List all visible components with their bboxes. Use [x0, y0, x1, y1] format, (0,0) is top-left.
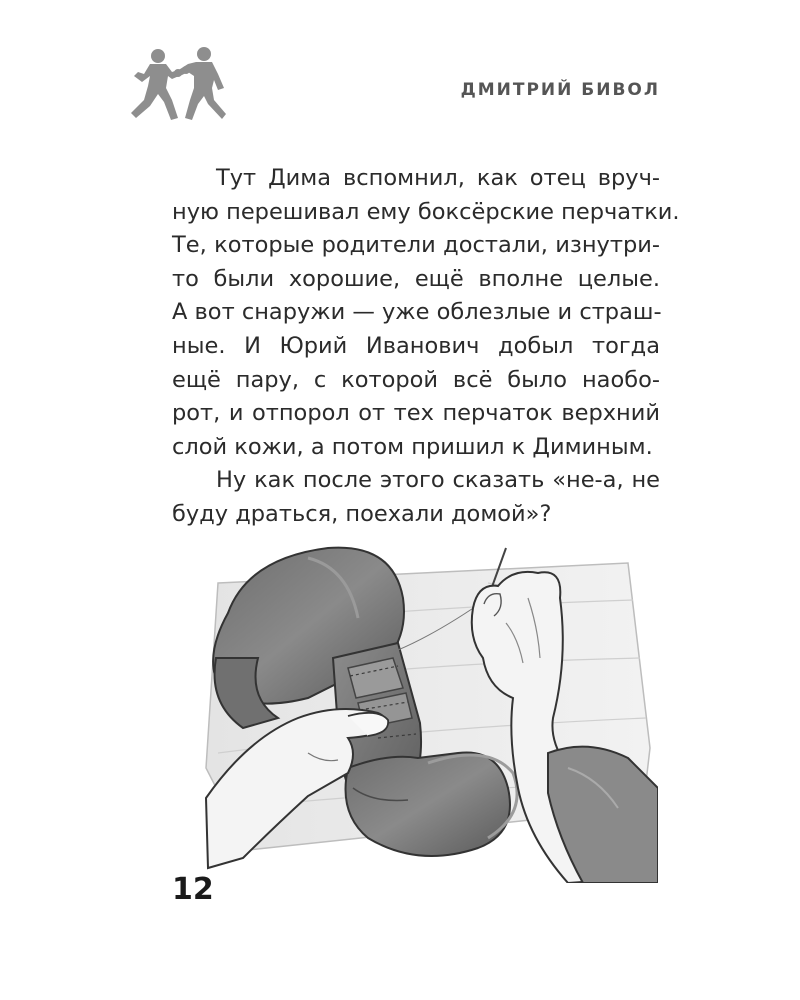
- text-line: ещё пару, с которой всё было наобо-: [172, 366, 660, 393]
- text-line: Тут Дима вспомнил, как отец вруч-: [216, 165, 660, 191]
- running-header-author: ДМИТРИЙ БИВОЛ: [460, 80, 660, 100]
- text-line: буду драться, поехали домой»?: [172, 500, 552, 527]
- page-number: 12: [172, 872, 214, 907]
- text-line: то были хорошие, ещё вполне целые.: [172, 265, 660, 292]
- text-line: Ну как после этого сказать «не-а, не: [216, 467, 660, 494]
- text-line: Те, которые родители достали, изнутри-: [172, 232, 660, 259]
- text-line: рот, и отпорол от тех перчаток верхний: [172, 400, 660, 427]
- text-line: А вот снаружи — уже облезлые и страш-: [172, 299, 662, 326]
- text-line: ные. И Юрий Иванович добыл тогда: [172, 332, 660, 359]
- boxers-silhouette-icon: [128, 42, 238, 122]
- boxing-glove-sewing-illustration: [188, 538, 658, 883]
- text-line: слой кожи, а потом пришил к Диминым.: [172, 433, 653, 460]
- body-text: [172, 162, 680, 532]
- text-line: ную перешивал ему боксёрские перчатки.: [172, 198, 680, 225]
